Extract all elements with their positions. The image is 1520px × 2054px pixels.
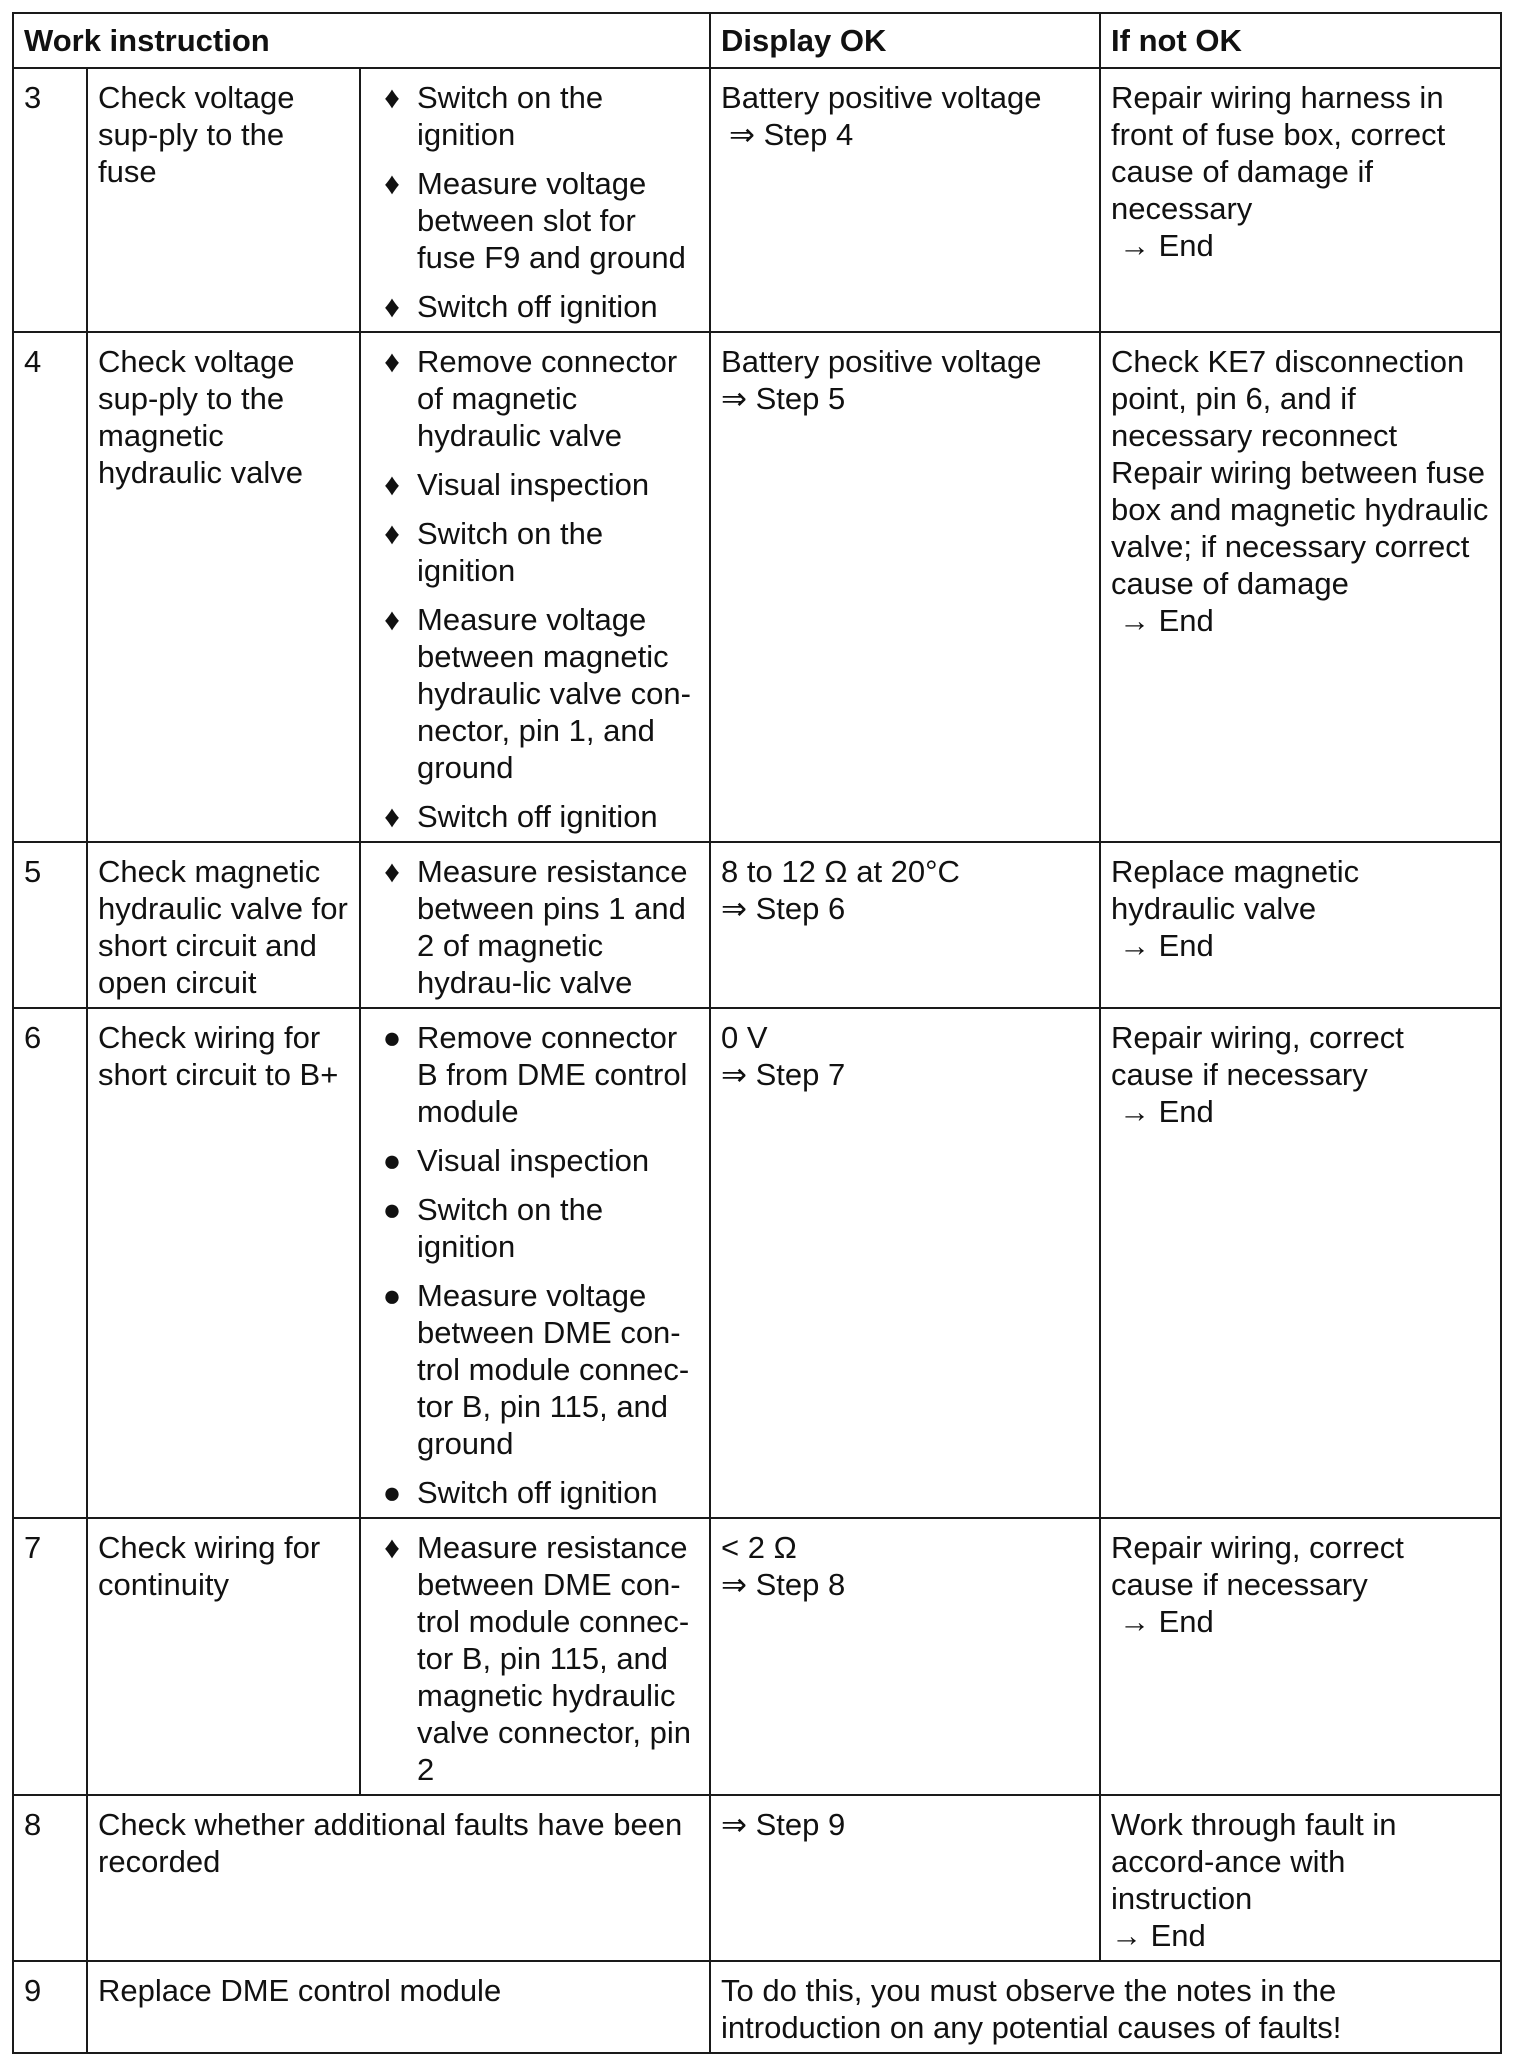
remedy-text: Repair wiring, correct cause if necessary — [1111, 1530, 1404, 1602]
work-instruction-table — [12, 12, 1502, 2054]
header-display-ok: Display OK — [710, 13, 1100, 68]
table-row — [13, 1795, 1501, 1961]
step-number: 4 — [13, 332, 87, 842]
step-number: 3 — [13, 68, 87, 332]
remedy-text: Repair wiring between fuse box and magnetic hydraulic valve; if necessary correct cause of damage — [1111, 455, 1489, 601]
list-item: ● Measure voltage between DME con-trol module connec-tor B, pin 115, and ground — [382, 1278, 690, 1461]
remedy-text: Work through fault in accord-ance with instruction — [1111, 1807, 1397, 1916]
diamond-bullet-icon: ♦ — [384, 854, 400, 889]
list-item: ● Visual inspection — [382, 1143, 650, 1178]
display-ok-cell — [710, 68, 1100, 332]
action-list-cell — [360, 842, 710, 1008]
round-bullet-icon: ● — [382, 1475, 402, 1510]
action-list — [371, 1529, 699, 1788]
step-number: 9 — [13, 1961, 87, 2053]
header-if-not-ok: If not OK — [1100, 13, 1501, 68]
list-item: ♦ Remove connector of magnetic hydraulic valve — [371, 343, 699, 454]
ok-value: Battery positive voltage — [721, 80, 1042, 115]
header-row — [13, 13, 1501, 68]
not-ok-cell — [1100, 332, 1501, 842]
ok-value: < 2 Ω — [721, 1530, 797, 1565]
not-ok-cell — [1100, 1008, 1501, 1518]
check-description: Check voltage sup-ply to the magnetic hydraulic valve — [87, 332, 360, 842]
list-item: ♦ Measure resistance between pins 1 and 2 of magnetic hydrau-lic valve — [371, 853, 699, 1001]
end-marker: → End — [1119, 603, 1214, 638]
table-row — [13, 842, 1501, 1008]
ok-value: 8 to 12 Ω at 20°C — [721, 854, 960, 889]
step-number: 8 — [13, 1795, 87, 1961]
header-work-instruction: Work instruction — [13, 13, 710, 68]
action-list-cell — [360, 1008, 710, 1518]
action-list-cell — [360, 68, 710, 332]
list-item: ♦ Measure resistance between DME con-trol module connec-tor B, pin 115, and magnetic hydraulic valve connector, pin 2 — [371, 1529, 699, 1788]
table-row — [13, 332, 1501, 842]
remedy-text: Check KE7 disconnection point, pin 6, and if necessary reconnect — [1111, 344, 1465, 453]
diamond-bullet-icon: ♦ — [384, 80, 400, 115]
table-row — [13, 1961, 1501, 2053]
end-marker: → End — [1119, 1604, 1214, 1639]
display-ok-cell — [710, 332, 1100, 842]
check-description: Check magnetic hydraulic valve for short circuit and open circuit — [87, 842, 360, 1008]
step-number: 7 — [13, 1518, 87, 1795]
diamond-bullet-icon: ♦ — [384, 602, 400, 637]
display-ok-cell — [710, 1518, 1100, 1795]
list-item: ♦ Switch off ignition — [371, 798, 699, 835]
end-marker: → End — [1119, 1094, 1214, 1129]
diamond-bullet-icon: ♦ — [384, 516, 400, 551]
not-ok-cell — [1100, 68, 1501, 332]
ok-value: Battery positive voltage — [721, 344, 1042, 379]
round-bullet-icon: ● — [382, 1192, 402, 1227]
action-list — [371, 343, 699, 835]
list-item: ● Remove connector B from DME control module — [382, 1020, 688, 1129]
list-item: ● Switch on the ignition — [382, 1192, 604, 1264]
remedy-text: Repair wiring harness in front of fuse box, correct cause of damage if necessary — [1111, 80, 1446, 226]
next-step: ⇒ Step 5 — [721, 381, 846, 416]
diamond-bullet-icon: ♦ — [384, 467, 400, 502]
not-ok-cell — [1100, 842, 1501, 1008]
list-item: ● Switch off ignition — [382, 1475, 658, 1510]
round-bullet-icon: ● — [382, 1278, 402, 1313]
not-ok-cell — [1100, 1795, 1501, 1961]
diamond-bullet-icon: ♦ — [384, 166, 400, 201]
step-number: 6 — [13, 1008, 87, 1518]
remedy-text: Repair wiring, correct cause if necessary — [1111, 1020, 1404, 1092]
action-list-cell — [360, 1518, 710, 1795]
table-row — [13, 68, 1501, 332]
not-ok-cell — [1100, 1518, 1501, 1795]
action-list — [371, 1019, 699, 1511]
list-item: ♦ Switch off ignition — [371, 288, 699, 325]
list-item: ♦ Switch on the ignition — [371, 79, 699, 153]
round-bullet-icon: ● — [382, 1143, 402, 1178]
next-step: ⇒ Step 7 — [721, 1057, 846, 1092]
end-marker: → End — [1119, 228, 1214, 263]
display-ok-cell — [710, 1795, 1100, 1961]
next-step: ⇒ Step 8 — [721, 1567, 846, 1602]
check-description: Check wiring for continuity — [87, 1518, 360, 1795]
diamond-bullet-icon: ♦ — [384, 799, 400, 834]
diamond-bullet-icon: ♦ — [384, 289, 400, 324]
action-list-cell — [360, 332, 710, 842]
note-cell: To do this, you must observe the notes in the introduction on any potential causes of faults! — [710, 1961, 1501, 2053]
action-list — [371, 853, 699, 1001]
table-row — [13, 1518, 1501, 1795]
diamond-bullet-icon: ♦ — [384, 1530, 400, 1565]
next-step: ⇒ Step 6 — [721, 891, 846, 926]
action-list — [371, 79, 699, 325]
display-ok-cell — [710, 1008, 1100, 1518]
display-ok-cell — [710, 842, 1100, 1008]
end-marker: → End — [1111, 1918, 1206, 1953]
list-item: ♦ Measure voltage between slot for fuse F9 and ground — [371, 165, 699, 276]
list-item: ♦ Visual inspection — [371, 466, 699, 503]
table-row — [13, 1008, 1501, 1518]
diamond-bullet-icon: ♦ — [384, 344, 400, 379]
ok-value: 0 V — [721, 1020, 768, 1055]
check-description: Check wiring for short circuit to B+ — [87, 1008, 360, 1518]
end-marker: → End — [1119, 928, 1214, 963]
next-step: ⇒ Step 4 — [729, 117, 854, 152]
remedy-text: Replace magnetic hydraulic valve — [1111, 854, 1360, 926]
list-item: ♦ Switch on the ignition — [371, 515, 699, 589]
check-description: Replace DME control module — [87, 1961, 710, 2053]
round-bullet-icon: ● — [382, 1020, 402, 1055]
next-step: ⇒ Step 9 — [721, 1807, 846, 1842]
check-description: Check voltage sup-ply to the fuse — [87, 68, 360, 332]
check-description: Check whether additional faults have been recorded — [87, 1795, 710, 1961]
step-number: 5 — [13, 842, 87, 1008]
list-item: ♦ Measure voltage between magnetic hydraulic valve con-nector, pin 1, and ground — [371, 601, 699, 786]
